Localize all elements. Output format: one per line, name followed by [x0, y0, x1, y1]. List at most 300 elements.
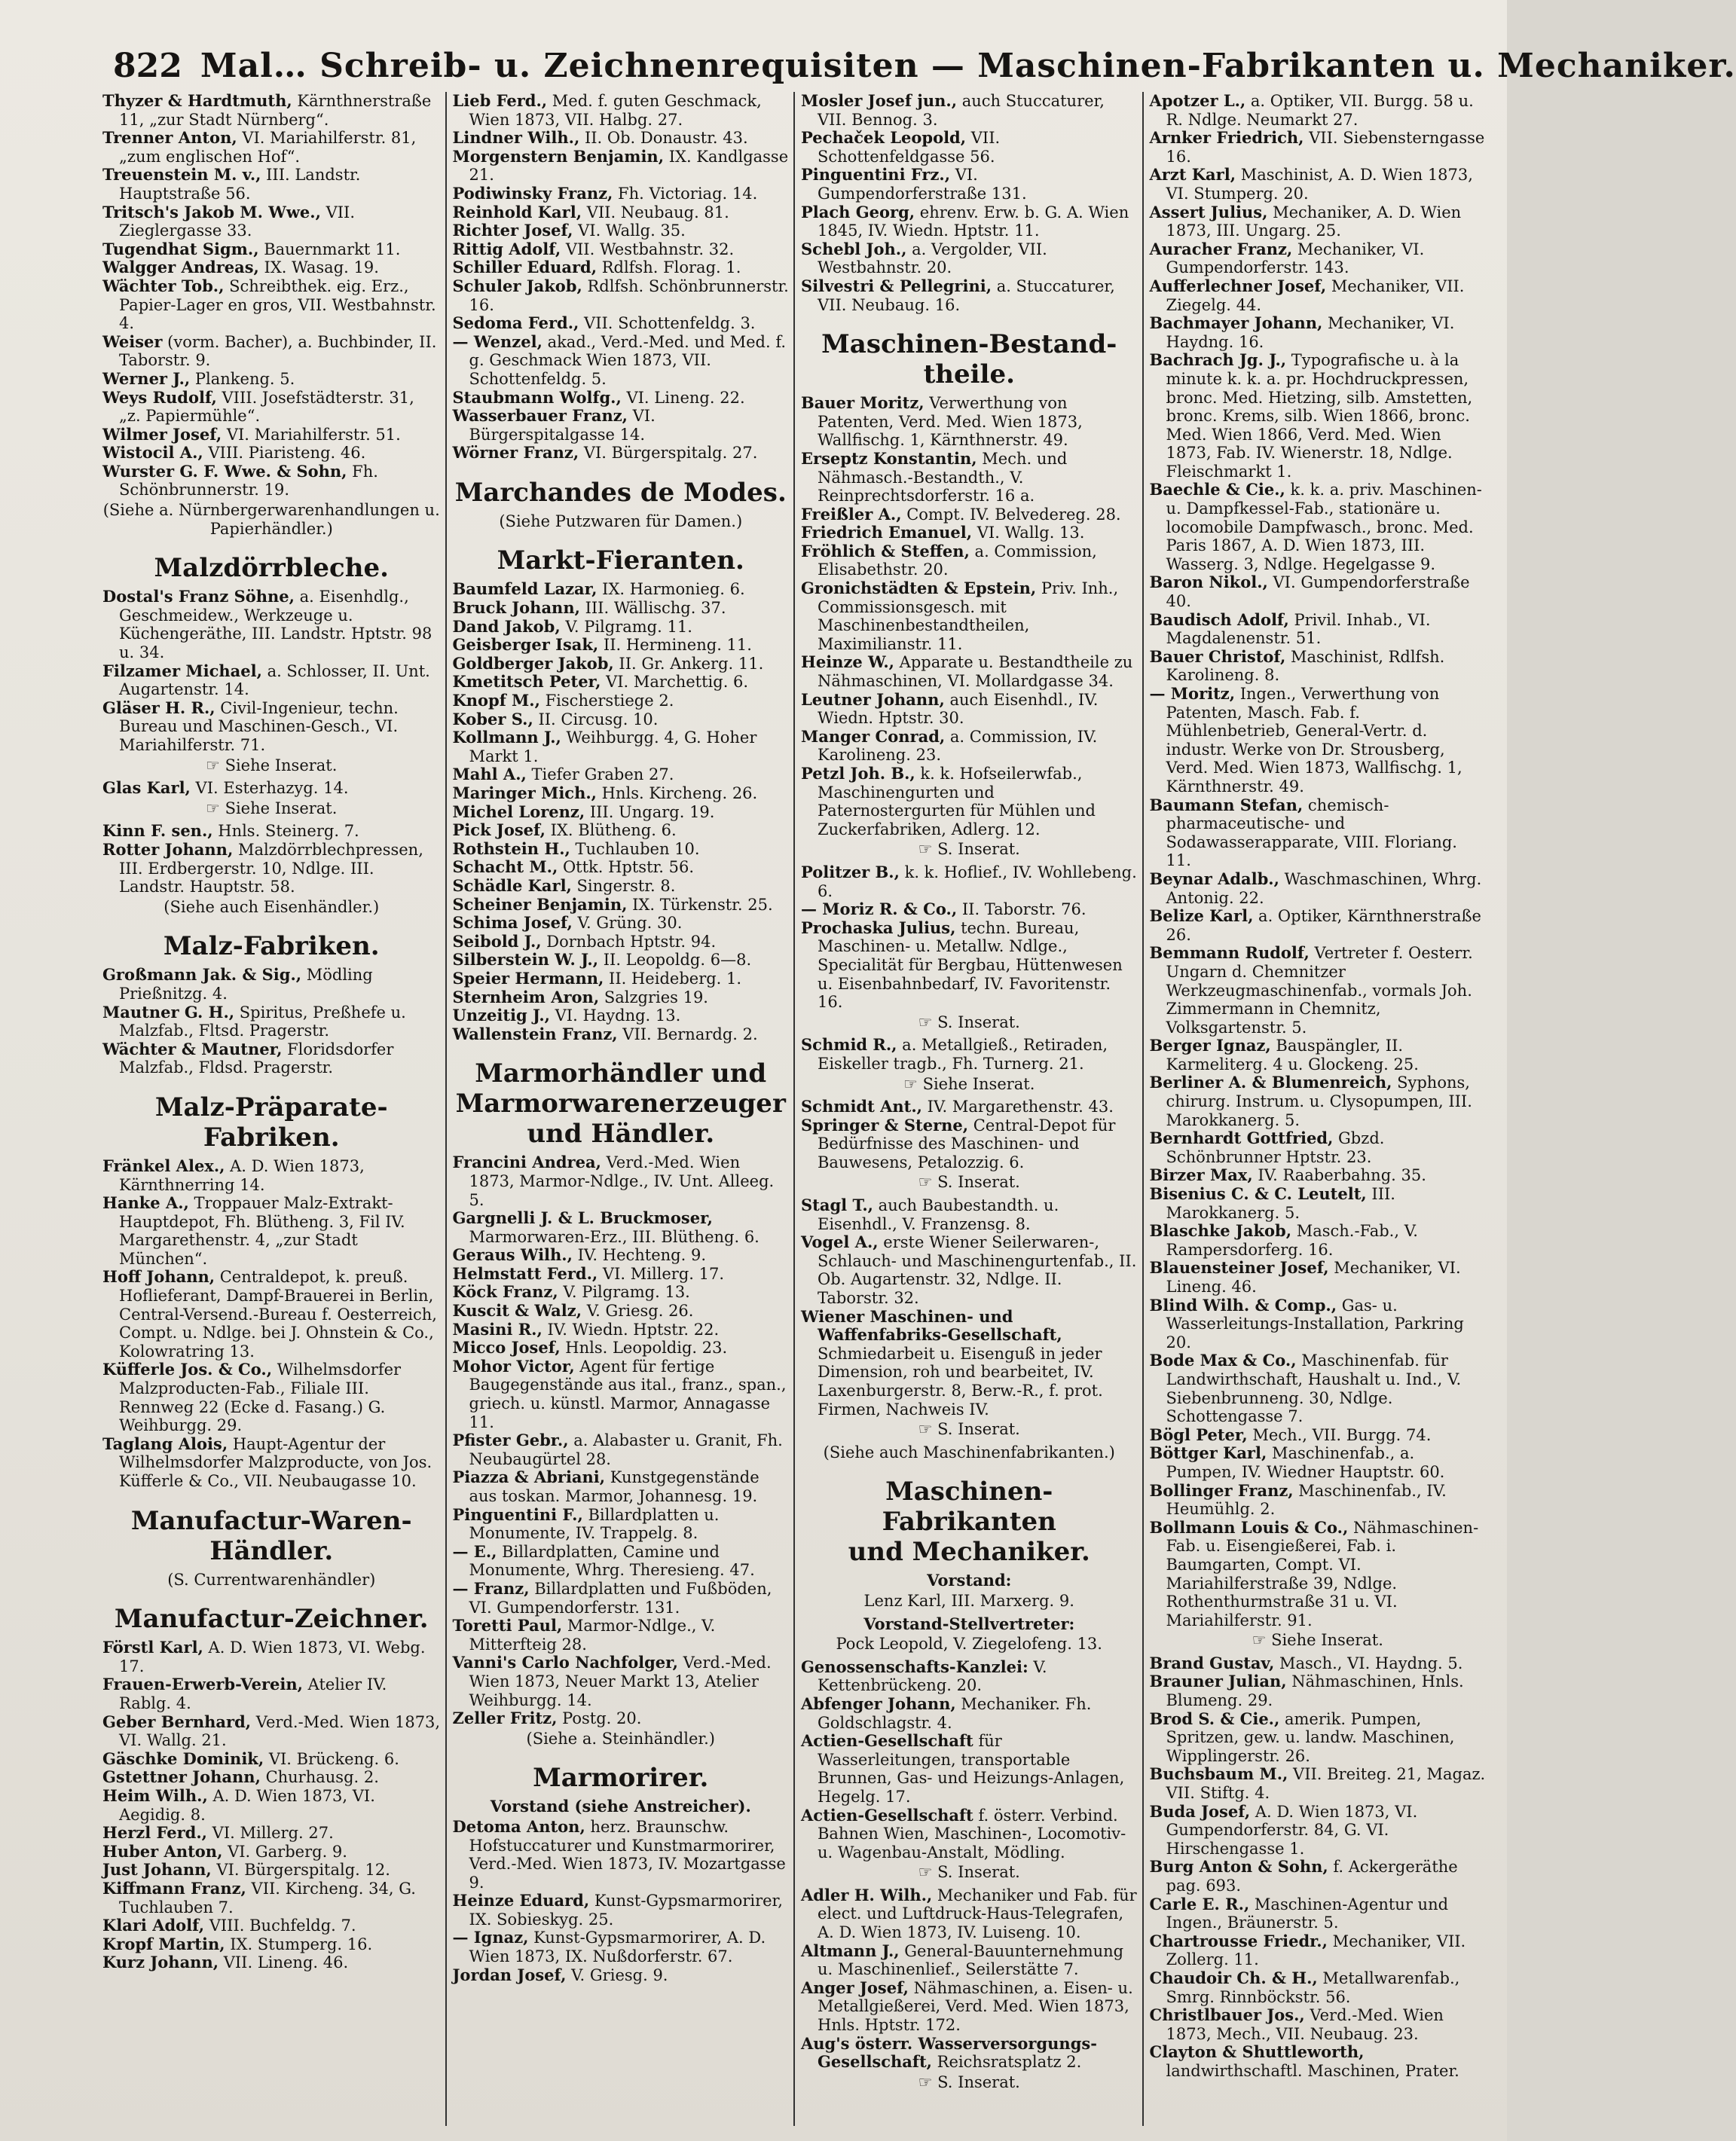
entry-name: Thyzer & Hardtmuth,	[102, 91, 292, 110]
entry-name: Aug's österr. Wasserversorgungs-Gesellschaft,	[801, 2033, 1097, 2072]
entry-name: Berliner A. & Blumenreich,	[1149, 1073, 1392, 1092]
entry-details: IX. Stumperg. 16.	[225, 1935, 373, 1953]
entry-details: Compt. IV. Belvedereg. 28.	[901, 505, 1121, 524]
board-member: Pock Leopold, V. Ziegelofeng. 13.	[836, 1635, 1102, 1654]
directory-entry	[453, 1929, 790, 1965]
directory-entry	[801, 166, 1138, 203]
entry-details: Verwerthung von Patenten, Verd. Med. Wien 1873, Wallfischg. 1, Kärnthnerstr. 49.	[818, 394, 1083, 450]
entry-details: a. Optiker, VII. Burgg. 58 u. R. Ndlge. Neumarkt 27.	[1166, 92, 1474, 129]
directory-entry	[453, 618, 790, 637]
entry-details: V. Pilgramg. 11.	[560, 617, 692, 636]
entry-details: Spiritus, Preßhefe u. Malzfab., Fltsd. Pragerstr.	[119, 1003, 406, 1040]
column-1	[96, 92, 445, 2126]
directory-entry	[1150, 166, 1487, 203]
page-header	[113, 39, 1736, 92]
entry-name: — E.,	[452, 1541, 497, 1561]
directory-entry	[801, 900, 1138, 919]
entry-name: Wächter Tob.,	[102, 276, 225, 295]
directory-entry	[1150, 648, 1487, 685]
directory-entry	[801, 505, 1138, 524]
entry-details: Plankeng. 5.	[190, 369, 295, 388]
entry-details: VI. Marchettig. 6.	[601, 673, 749, 692]
entry-name: Vogel A.,	[801, 1232, 879, 1252]
directory-entry	[453, 1654, 790, 1709]
entry-name: Gronichstädten & Epstein,	[801, 579, 1037, 598]
directory-entry	[453, 1025, 790, 1044]
entry-name: Anger Josef,	[801, 1978, 909, 1997]
directory-entry	[102, 1880, 441, 1917]
directory-entry	[453, 728, 790, 765]
directory-entry	[453, 1892, 790, 1929]
directory-entry	[102, 1861, 441, 1880]
entry-name: Auracher Franz,	[1149, 239, 1293, 258]
entry-details: Masch.-Fab., V. Rampersdorferg. 16.	[1166, 1222, 1418, 1259]
entry-details: II. Ob. Donaustr. 43.	[579, 129, 748, 148]
directory-entry	[453, 407, 790, 444]
entry-details: VI. Bürgerspitalgasse 14.	[469, 407, 656, 444]
entry-details: Central-Depot für Bedürfnisse des Maschinen- und Bauwesens, Petalozzig. 6.	[818, 1116, 1116, 1171]
entry-details: Kunst-Gypsmarmorirer, IX. Sobieskyg. 25.	[469, 1892, 783, 1929]
entry-name: Arnker Friedrich,	[1149, 128, 1304, 148]
entry-name: Wörner Franz,	[452, 443, 579, 463]
directory-entry	[801, 1732, 1138, 1806]
entry-name: Schima Josef,	[452, 913, 573, 933]
entry-details: Marmorwaren-Erz., III. Blütheng. 6.	[469, 1227, 760, 1246]
entry-name: Schebl Joh.,	[801, 239, 907, 258]
directory-entry	[102, 588, 441, 661]
entry-name: Prochaska Julius,	[801, 918, 956, 937]
entry-details: IX. Kandlgasse 21.	[469, 147, 789, 185]
entry-name: Kober S.,	[452, 709, 533, 728]
entry-details: Bauspängler, II. Karmeliterg. 4 u. Glockeng. 25.	[1166, 1037, 1419, 1074]
directory-entry	[1150, 573, 1487, 610]
entry-name: Blind Wilh. & Comp.,	[1149, 1295, 1337, 1315]
entry-name: Heinze Eduard,	[452, 1891, 590, 1910]
entry-name: Bemmann Rudolf,	[1149, 943, 1310, 963]
entry-name: Wiener Maschinen- und Waffenfabriks-Gesellschaft,	[801, 1306, 1062, 1345]
directory-entry	[453, 933, 790, 951]
directory-entry	[453, 1543, 790, 1580]
directory-entry	[102, 779, 441, 798]
directory-entry	[1150, 1426, 1487, 1445]
directory-entry	[102, 1935, 441, 1954]
directory-entry	[453, 673, 790, 692]
entry-name: Apotzer L.,	[1149, 91, 1246, 110]
entry-details: Agent für fertige Baugegenstände aus ital., franz., span., griech. u. künstl. Marmor, Annagasse 11.	[469, 1357, 787, 1431]
directory-entry	[801, 1196, 1138, 1233]
directory-entry	[102, 1953, 441, 1972]
directory-entry	[1150, 1297, 1487, 1352]
entry-name: Vanni's Carlo Nachfolger,	[452, 1653, 678, 1672]
directory-entry	[801, 728, 1138, 765]
entry-details: Wilhelmsdorfer Malzproducten-Fab., Filiale III. Rennweg 22 (Ecke d. Fasang.) G. Weihburgg. 29.	[119, 1361, 402, 1435]
entry-name: Tugendhat Sigm.,	[102, 239, 259, 258]
entry-details: Marmor-Ndlge., V. Mitterfteig 28.	[469, 1617, 716, 1654]
directory-entry	[453, 840, 790, 859]
directory-entry	[1150, 1519, 1487, 1630]
entry-details: amerik. Pumpen, Spritzen, gew. u. landw. Maschinen, Wipplingerstr. 26.	[1166, 1709, 1455, 1765]
entry-name: Zeller Fritz,	[452, 1709, 558, 1728]
section-heading-line: Manufactur-Waren-	[130, 1505, 412, 1536]
directory-entry	[801, 240, 1138, 277]
entry-details: IV. Margarethenstr. 43.	[922, 1098, 1114, 1116]
entry-name: Bisenius C. & C. Leutelt,	[1149, 1184, 1367, 1204]
directory-entry	[102, 92, 441, 129]
entry-name: Wistocil A.,	[102, 443, 203, 463]
entry-details: techn. Bureau, Maschinen- u. Metallw. Ndlge., Specialität für Bergbau, Hüttenwesen u. Eisenbahnbedarf, IV. Favoritenstr. 16.	[818, 918, 1123, 1012]
entry-name: Assert Julius,	[1149, 202, 1268, 221]
directory-entry	[801, 1695, 1138, 1732]
see-advertisement-note: ☞ Siehe Inserat.	[206, 756, 338, 774]
entry-details: Hnls. Steinerg. 7.	[212, 822, 359, 841]
section-heading	[453, 1058, 790, 1149]
entry-details: Mechaniker und Fab. für elect. und Luftdruck-Haus-Telegrafen, A. D. Wien 1873, IV. Luiseng. 10.	[818, 1886, 1137, 1942]
entry-details: auch Eisenhdl., IV. Wiedn. Hptstr. 30.	[818, 690, 1099, 728]
entry-details: Schmiedarbeit u. Eisenguß in jeder Dimension, roh und bearbeitet, IV. Laxenburgerstr. 8, Berw.-R., f. prot. Firmen, Nachweis IV.	[818, 1344, 1103, 1419]
entry-details: Gas- u. Wasserleitungs-Installation, Parkring 20.	[1166, 1296, 1464, 1351]
entry-name: Pick Josef,	[452, 820, 546, 840]
directory-entry	[102, 277, 441, 333]
entry-name: Klari Adolf,	[102, 1916, 205, 1935]
directory-entry	[453, 1302, 790, 1321]
entry-name: Taglang Alois,	[102, 1434, 228, 1453]
entry-details: Verd.-Med. Wien 1873, VI. Wallg. 21.	[119, 1712, 441, 1750]
entry-details: Hnls. Leopoldig. 23.	[560, 1339, 728, 1358]
entry-details: VI. Millerg. 27.	[206, 1824, 334, 1843]
directory-entry	[801, 579, 1138, 653]
entry-details: Postg. 20.	[557, 1709, 642, 1728]
column-3	[793, 92, 1142, 2126]
directory-entry	[801, 129, 1138, 166]
entry-details: Singerstr. 8.	[571, 876, 676, 895]
entry-name: Tritsch's Jakob M. Wwe.,	[102, 202, 321, 221]
entry-name: Belize Karl,	[1149, 906, 1254, 926]
entry-name: Förstl Karl,	[102, 1638, 203, 1657]
section-heading-line: Marmorhändler und	[475, 1058, 767, 1089]
entry-details: VI. Garberg. 9.	[222, 1842, 347, 1861]
entry-name: Freißler A.,	[801, 504, 902, 524]
entry-name: Scheiner Benjamin,	[452, 894, 628, 914]
directory-entry	[801, 542, 1138, 579]
entry-name: Schacht M.,	[452, 857, 558, 877]
entry-name: — Wenzel,	[452, 331, 542, 351]
see-advertisement-note: ☞ Siehe Inserat.	[903, 1074, 1035, 1093]
entry-details: Mechaniker, VII. Ziegelg. 44.	[1166, 276, 1465, 314]
directory-entry	[453, 858, 790, 877]
directory-entry	[801, 919, 1138, 1012]
entry-name: Adler H. Wilh.,	[801, 1885, 933, 1904]
entry-name: Beynar Adalb.,	[1149, 869, 1279, 888]
entry-details: Mödling Prießnitzg. 4.	[119, 966, 373, 1003]
entry-details: III. Wällischg. 37.	[579, 599, 726, 618]
directory-entry	[1150, 870, 1487, 907]
entry-details: herz. Braunschw. Hofstuccaturer und Kunstmarmorirer, Verd.-Med. Wien 1873, IV. Mozartgasse 9.	[469, 1817, 786, 1892]
directory-entry	[102, 463, 441, 499]
directory-entry	[801, 1807, 1138, 1862]
directory-entry	[1150, 1129, 1487, 1166]
entry-name: Werner J.,	[102, 368, 191, 388]
directory-entry	[801, 203, 1138, 240]
entry-details: VII. Bernardg. 2.	[617, 1025, 758, 1043]
directory-entry	[1150, 277, 1487, 314]
directory-entry	[453, 599, 790, 618]
entry-name: Rotter Johann,	[102, 839, 234, 859]
entry-name: Treuenstein M. v.,	[102, 165, 261, 185]
directory-entry	[102, 258, 441, 277]
entry-name: Manger Conrad,	[801, 726, 946, 746]
directory-entry	[102, 822, 441, 841]
section-heading	[453, 545, 790, 576]
entry-name: Heinze W.,	[801, 652, 894, 672]
entry-name: Blauensteiner Josef,	[1149, 1258, 1329, 1278]
directory-entry	[102, 699, 441, 755]
directory-entry	[453, 1209, 790, 1246]
entry-details: Fh. Victoriag. 14.	[613, 184, 758, 203]
entry-details: VI. Bürgerspitalg. 27.	[579, 444, 758, 463]
entry-name: Wilmer Josef,	[102, 424, 222, 444]
directory-entry	[453, 988, 790, 1007]
directory-entry	[453, 803, 790, 822]
directory-entry	[801, 765, 1138, 838]
entry-name: — Franz,	[452, 1578, 530, 1598]
column-2	[445, 92, 794, 2126]
entry-details: f. österr. Verbind. Bahnen Wien, Maschinen-, Locomotiv- u. Wagenbau-Anstalt, Mödling.	[818, 1806, 1126, 1862]
directory-entry	[453, 1468, 790, 1505]
entry-name: Goldberger Jakob,	[452, 653, 614, 673]
directory-entry	[453, 258, 790, 277]
directory-entry	[102, 1713, 441, 1750]
directory-entry	[453, 1506, 790, 1543]
entry-details: Schreibthek. eig. Erz., Papier-Lager en gros, VII. Westbahnstr. 4.	[119, 276, 436, 333]
entry-name: Lindner Wilh.,	[452, 128, 580, 148]
entry-details: Verd.-Med. Wien 1873, Mech., VII. Neubaug. 23.	[1166, 2006, 1444, 2043]
entry-name: Wurster G. F. Wwe. & Sohn,	[102, 461, 347, 481]
entry-details: Waschmaschinen, Whrg. Antonig. 22.	[1166, 869, 1482, 907]
entry-details: Rdlfsh. Florag. 1.	[597, 258, 741, 277]
directory-entry	[1150, 1037, 1487, 1074]
directory-entry	[453, 784, 790, 803]
entry-details: Metallwarenfab., Smrg. Rinnböckstr. 56.	[1166, 1968, 1460, 2006]
directory-entry	[801, 92, 1138, 129]
entry-name: Mautner G. H.,	[102, 1002, 235, 1022]
directory-entry	[1150, 907, 1487, 944]
entry-name: Just Johann,	[102, 1860, 212, 1880]
entry-name: Helmstatt Ferd.,	[452, 1263, 598, 1283]
see-advertisement-note: ☞ Siehe Inserat.	[206, 799, 338, 817]
entry-name: Michel Lorenz,	[452, 802, 585, 821]
entry-details: Apparate u. Bestandtheile zu Nähmaschinen, VI. Mollardgasse 34.	[818, 653, 1133, 691]
entry-details: A. D. Wien 1873, Kärnthnerring 14.	[119, 1156, 365, 1194]
directory-entry	[1150, 1185, 1487, 1222]
entry-name: Wächter & Mautner,	[102, 1039, 283, 1058]
entry-details: V. Griesg. 9.	[566, 1965, 668, 1984]
entry-name: Köck Franz,	[452, 1282, 558, 1302]
entry-name: Knopf M.,	[452, 691, 540, 710]
entry-details: General-Bauunternehmung u. Maschinenlief., Seilerstätte 7.	[818, 1941, 1124, 1979]
directory-entry	[453, 148, 790, 185]
entry-name: Baudisch Adolf,	[1149, 609, 1289, 629]
entry-name: Baron Nikol.,	[1149, 573, 1268, 592]
see-advertisement-note: ☞ S. Inserat.	[918, 1420, 1020, 1439]
cross-reference-note: (S. Currentwarenhändler)	[167, 1570, 376, 1589]
entry-details: II. Taborstr. 76.	[957, 900, 1087, 919]
entry-name: Schuler Jakob,	[452, 276, 582, 295]
entry-details: akad., Verd.-Med. und Med. f. g. Geschmack Wien 1873, VII. Schottenfeldg. 5.	[469, 332, 787, 388]
entry-details: Ottk. Hptstr. 56.	[558, 858, 695, 877]
section-heading-line: theile.	[923, 359, 1015, 390]
directory-entry	[453, 185, 790, 203]
entry-name: Bauer Moritz,	[801, 393, 925, 413]
see-advertisement-note: ☞ S. Inserat.	[918, 840, 1020, 859]
directory-entry	[1150, 685, 1487, 796]
entry-details: VIII. Buchfeldg. 7.	[204, 1917, 356, 1935]
section-heading-line: Markt-Fieranten.	[497, 545, 744, 576]
entry-details: Billardplatten, Camine und Monumente, Whrg. Theresieng. 47.	[469, 1542, 755, 1580]
entry-details: Fischerstiege 2.	[539, 692, 674, 710]
entry-details: III. Ungarg. 19.	[585, 802, 715, 821]
entry-details: Bauernmarkt 11.	[258, 240, 401, 258]
entry-details: für Wasserleitungen, transportable Brunnen, Gas- und Heizungs-Anlagen, Hegelg. 17.	[818, 1732, 1125, 1806]
entry-name: Chaudoir Ch. & H.,	[1149, 1968, 1318, 1987]
entry-details: VII. Schottenfeldgasse 56.	[818, 129, 1001, 166]
entry-name: Detoma Anton,	[452, 1816, 585, 1836]
entry-name: Gargnelli J. & L. Bruckmoser,	[452, 1208, 713, 1228]
directory-entry	[102, 444, 441, 463]
entry-name: Buda Josef,	[1149, 1801, 1251, 1821]
entry-name: Masini R.,	[452, 1319, 542, 1339]
entry-details: V. Pilgramg. 13.	[558, 1283, 690, 1302]
entry-details: IX. Blütheng. 6.	[545, 821, 677, 840]
directory-entry	[453, 221, 790, 240]
directory-entry	[102, 370, 441, 389]
directory-entry	[1150, 1259, 1487, 1296]
entry-details: IX. Wasag. 19.	[258, 258, 379, 277]
entry-name: Bollmann Louis & Co.,	[1149, 1517, 1349, 1537]
entry-details: chemisch-pharmaceutische- und Sodawasserapparate, VIII. Floriang. 11.	[1166, 796, 1457, 870]
entry-details: Syphons, chirurg. Instrum. u. Clysopumpen, III. Marokkanerg. 5.	[1166, 1074, 1472, 1129]
entry-name: — Ignaz,	[452, 1928, 529, 1947]
entry-details: Hnls. Kircheng. 26.	[596, 784, 758, 802]
entry-details: VI. Lineng. 22.	[621, 388, 745, 407]
entry-details: k. k. Hoflief., IV. Wohllebeng. 6.	[818, 863, 1137, 900]
entry-details: Mechaniker, VI. Lineng. 46.	[1166, 1259, 1461, 1296]
directory-entry	[1150, 2006, 1487, 2043]
entry-name: Brod S. & Cie.,	[1149, 1709, 1280, 1728]
entry-name: Baumfeld Lazar,	[452, 579, 598, 599]
directory-entry	[801, 1098, 1138, 1116]
directory-entry	[102, 1194, 441, 1268]
entry-details: auch Stuccaturer, VII. Bennog. 3.	[818, 92, 1105, 129]
directory-entry	[453, 1358, 790, 1431]
section-heading-line: Marmorwarenerzeuger und Händler.	[455, 1089, 786, 1150]
entry-details: Maschinist, Rdlfsh. Karolineng. 8.	[1166, 647, 1445, 685]
entry-details: VI. Esterhazyg. 14.	[190, 779, 349, 798]
directory-entry	[102, 1787, 441, 1824]
entry-details: VI. Millerg. 17.	[598, 1264, 725, 1283]
entry-details: V. Griesg. 26.	[582, 1302, 694, 1321]
entry-name: Hanke A.,	[102, 1193, 189, 1213]
entry-name: Berger Ignaz,	[1149, 1036, 1271, 1055]
section-heading	[102, 931, 441, 961]
section-heading-line: Marchandes de Modes.	[454, 477, 787, 508]
entry-details: erste Wiener Seilerwaren-, Schlauch- und Maschinengurtenfab., II. Ob. Augartenstr. 32, Ndlge. II. Taborstr. 32.	[818, 1233, 1137, 1308]
directory-entry	[801, 394, 1138, 450]
section-heading-line: Malzdörrbleche.	[154, 553, 389, 584]
entry-details: Mechaniker, A. D. Wien 1873, III. Ungarg. 25.	[1166, 203, 1462, 240]
entry-name: Toretti Paul,	[452, 1616, 563, 1636]
entry-name: Abfenger Johann,	[801, 1694, 956, 1713]
directory-entry	[1150, 1932, 1487, 1969]
section-heading	[102, 1506, 441, 1566]
entry-name: Fränkel Alex.,	[102, 1156, 225, 1175]
entry-name: Leutner Johann,	[801, 689, 945, 709]
entry-name: Sedoma Ferd.,	[452, 313, 579, 333]
entry-name: Silvestri & Pellegrini,	[801, 276, 992, 295]
directory-entry	[801, 1116, 1138, 1172]
directory-entry	[1150, 1858, 1487, 1895]
entry-details: Nähmaschinen-Fab. u. Eisengießerei, Fab. i. Baumgarten, Compt. VI. Mariahilferstraße 39, Ndlge. Rothenthurmstraße 31 u. VI. Mariahilferstr. 91.	[1166, 1518, 1479, 1629]
entry-name: Frauen-Erwerb-Verein,	[102, 1675, 303, 1694]
directory-entry	[102, 1040, 441, 1077]
see-advertisement-note: ☞ S. Inserat.	[918, 1173, 1020, 1192]
directory-entry	[453, 877, 790, 896]
entry-name: Kuscit & Walz,	[452, 1301, 582, 1321]
entry-details: Nähmaschinen, Hnls. Blumeng. 29.	[1166, 1672, 1464, 1710]
directory-entry	[801, 863, 1138, 900]
entry-name: Blaschke Jakob,	[1149, 1221, 1292, 1241]
directory-entry	[1150, 1803, 1487, 1858]
entry-details: VI. Brückeng. 6.	[264, 1749, 399, 1768]
entry-name: Schädle Karl,	[452, 875, 572, 895]
entry-details: VII. Neubaug. 81.	[582, 203, 729, 221]
entry-details: A. D. Wien 1873, VI. Aegidig. 8.	[119, 1786, 375, 1824]
entry-details: Priv. Inh., Commissionsgesch. mit Maschinenbestandtheilen, Maximilianstr. 11.	[818, 579, 1119, 653]
entry-name: Kropf Martin,	[102, 1934, 225, 1953]
entry-name: Pechaček Leopold,	[801, 128, 967, 148]
entry-details: landwirthschaftl. Maschinen, Prater.	[1166, 2061, 1459, 2080]
entry-details: II. Heideberg. 1.	[604, 969, 742, 988]
directory-entry	[1150, 1482, 1487, 1519]
board-label: Vorstand:	[927, 1571, 1012, 1590]
entry-details: Masch., VI. Haydng. 5.	[1274, 1654, 1463, 1672]
directory-entry	[1150, 351, 1487, 481]
entry-details: Maschinenfab. für Landwirthschaft, Haushalt u. Ind., V. Siebenbrunneng. 30, Ndlge. Schottengasse 7.	[1166, 1351, 1462, 1426]
entry-name: Geraus Wilh.,	[452, 1245, 573, 1265]
entry-details: Med. f. guten Geschmack, Wien 1873, VII. Halbg. 27.	[469, 92, 762, 129]
entry-details: Churhausg. 2.	[260, 1768, 379, 1787]
entry-name: Burg Anton & Sohn,	[1149, 1857, 1328, 1877]
entry-details: VI. Gumpendorferstraße 131.	[818, 166, 1027, 203]
directory-entry	[453, 580, 790, 599]
entry-details: V. Grüng. 30.	[572, 914, 683, 933]
entry-details: ehrenv. Erw. b. G. A. Wien 1845, IV. Wiedn. Hptstr. 11.	[818, 203, 1129, 240]
entry-details: k. k. Hofseilerwfab., Maschinengurten und Paternostergurten für Mühlen und Zuckerfabriken, Adlerg. 12.	[818, 765, 1096, 838]
entry-details: IX. Harmonieg. 6.	[597, 580, 745, 599]
section-heading	[801, 1477, 1138, 1567]
entry-name: Actien-Gesellschaft	[801, 1805, 973, 1825]
section-heading	[102, 1604, 441, 1634]
directory-entry	[1150, 314, 1487, 351]
directory-entry	[453, 1153, 790, 1209]
page-number: 822	[113, 46, 182, 85]
entry-name: Kollmann J.,	[452, 728, 561, 747]
entry-details: VI. Gumpendorferstraße 40.	[1166, 573, 1470, 611]
entry-details: Haupt-Agentur der Wilhelmsdorfer Malzproducte, von Jos. Küfferle & Co., VII. Neubaugasse 10.	[119, 1434, 432, 1490]
entry-name: Chartrousse Friedr.,	[1149, 1931, 1328, 1950]
entry-name: Seibold J.,	[452, 931, 542, 951]
entry-details: III. Marokkanerg. 5.	[1166, 1185, 1395, 1222]
entry-details: Billardplatten und Fußböden, VI. Gumpendorferstr. 131.	[469, 1579, 772, 1617]
